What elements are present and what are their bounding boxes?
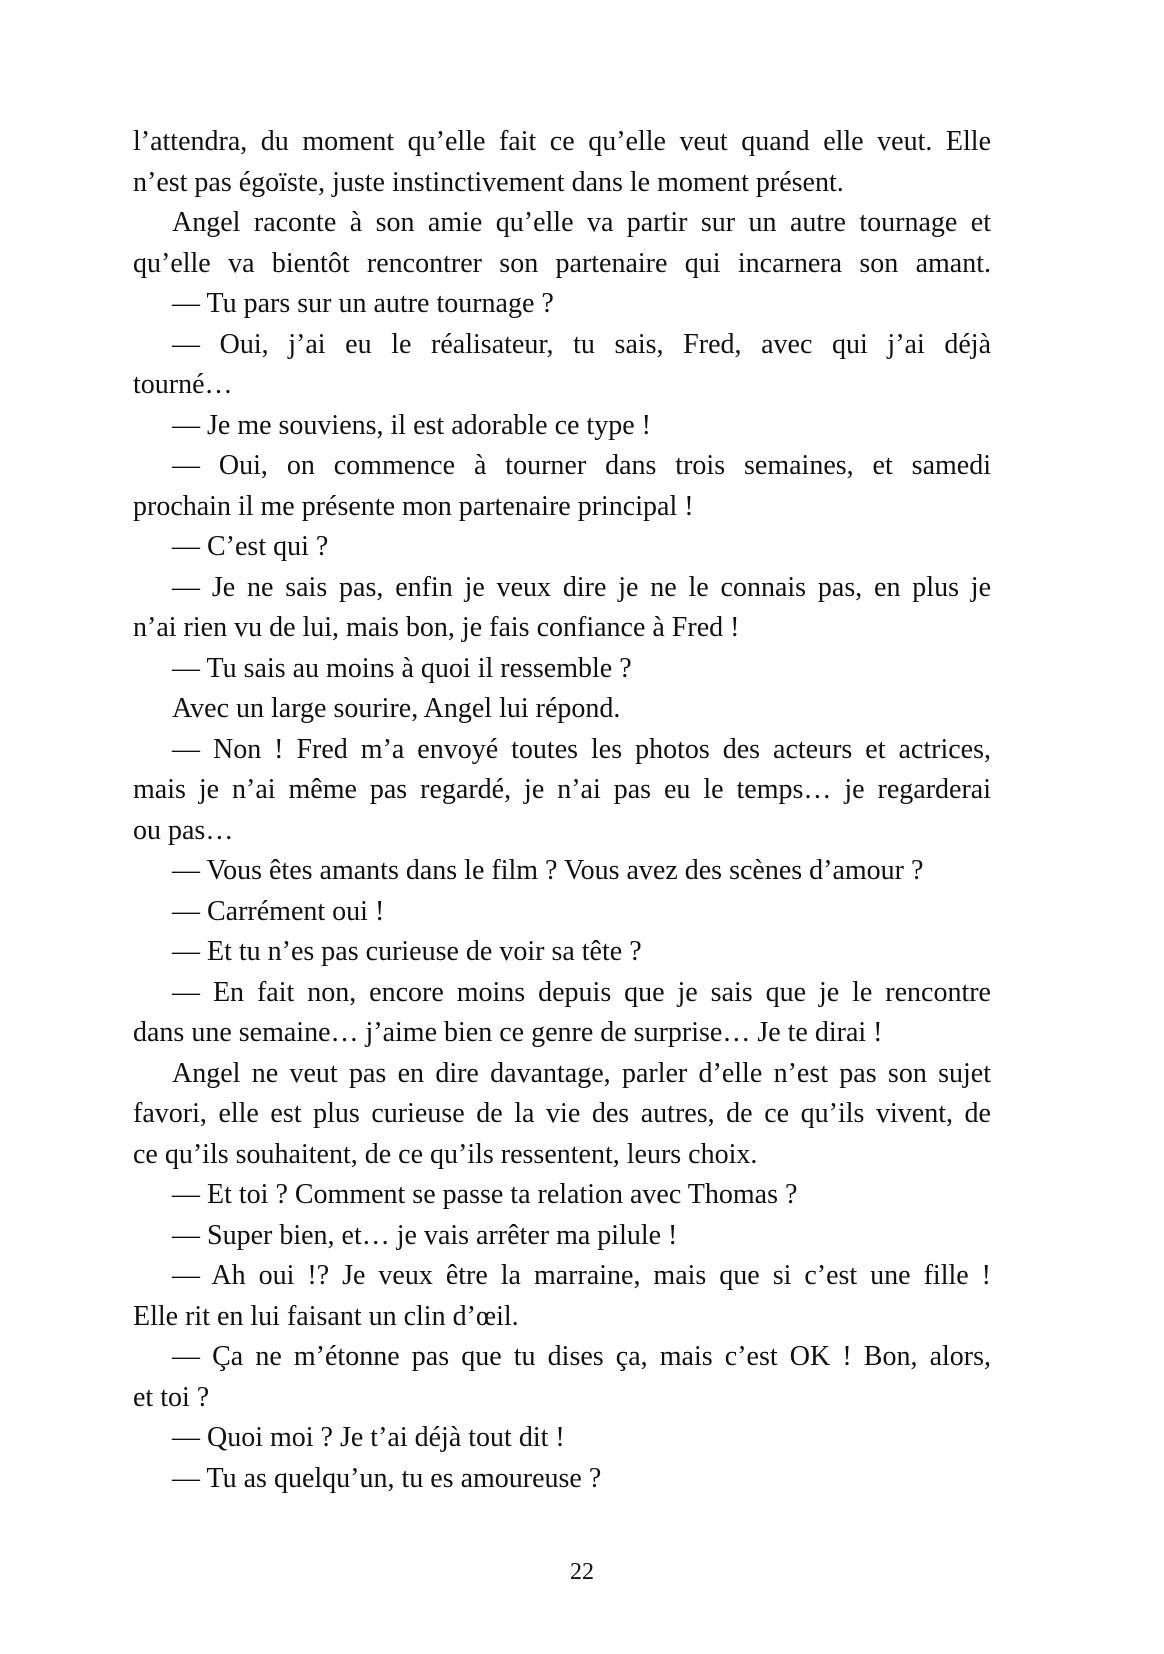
text-line: — Tu sais au moins à quoi il ressemble ? — [172, 652, 632, 684]
text-line: — Oui, j’ai eu le réalisateur, tu sais, Fred, avec qui j’ai déjà — [172, 328, 991, 360]
text-line: — C’est qui ? — [172, 531, 329, 562]
text-line: — Carrément oui ! — [172, 895, 385, 927]
text-line: — Et toi ? Comment se passe ta relation avec Thomas ? — [172, 1179, 798, 1210]
text-line: — Oui, on commence à tourner dans trois semaines, et samedi — [172, 450, 991, 481]
text-line: — Vous êtes amants dans le film ? Vous avez des scènes d’amour ? — [172, 855, 924, 886]
text-line: ce qu’ils souhaitent, de ce qu’ils ressentent, leurs choix. — [133, 1138, 758, 1170]
text-line: — Ah oui !? Je veux être la marraine, mais que si c’est une fille ! — [172, 1260, 991, 1291]
text-line: prochain il me présente mon partenaire principal ! — [133, 490, 694, 522]
text-line: — Et tu n’es pas curieuse de voir sa tête ? — [172, 936, 642, 967]
text-line: — Super bien, et… je vais arrêter ma pilule ! — [172, 1219, 678, 1251]
text-line: — Non ! Fred m’a envoyé toutes les photos des acteurs et actrices, — [172, 733, 991, 765]
text-line: — Tu pars sur un autre tournage ? — [172, 288, 554, 319]
text-line: — Je ne sais pas, enfin je veux dire je ne le connais pas, en plus je — [172, 571, 991, 603]
text-line: — Tu as quelqu’un, tu es amoureuse ? — [172, 1462, 602, 1494]
text-line: — En fait non, encore moins depuis que je sais que je le rencontre — [172, 976, 991, 1008]
text-line: mais je n’ai même pas regardé, je n’ai pas eu le temps… je regarderai — [133, 774, 991, 805]
text-line: qu’elle va bientôt rencontrer son partenaire qui incarnera son amant. — [133, 247, 991, 279]
text-line: Angel raconte à son amie qu’elle va partir sur un autre tournage et — [172, 207, 991, 238]
page-number: 22 — [570, 1559, 594, 1585]
text-line: n’ai rien vu de lui, mais bon, je fais confiance à Fred ! — [133, 612, 740, 643]
body-text — [133, 122, 991, 1499]
text-line: Elle rit en lui faisant un clin d’œil. — [133, 1300, 519, 1332]
text-line: ou pas… — [133, 814, 234, 846]
text-line: n’est pas égoïste, juste instinctivement dans le moment présent. — [133, 166, 844, 198]
text-line: tourné… — [133, 369, 233, 400]
text-line: l’attendra, du moment qu’elle fait ce qu’elle veut quand elle veut. Elle — [133, 126, 991, 157]
text-line: Angel ne veut pas en dire davantage, parler d’elle n’est pas son sujet — [172, 1057, 991, 1089]
text-line: Avec un large sourire, Angel lui répond. — [172, 693, 621, 724]
text-line: — Ça ne m’étonne pas que tu dises ça, mais c’est OK ! Bon, alors, — [172, 1341, 991, 1372]
text-line: favori, elle est plus curieuse de la vie des autres, de ce qu’ils vivent, de — [133, 1098, 991, 1129]
text-line: — Je me souviens, il est adorable ce type ! — [172, 409, 651, 441]
text-line: — Quoi moi ? Je t’ai déjà tout dit ! — [172, 1422, 565, 1453]
text-line: et toi ? — [133, 1381, 210, 1413]
text-line: dans une semaine… j’aime bien ce genre de surprise… Je te dirai ! — [133, 1017, 883, 1048]
